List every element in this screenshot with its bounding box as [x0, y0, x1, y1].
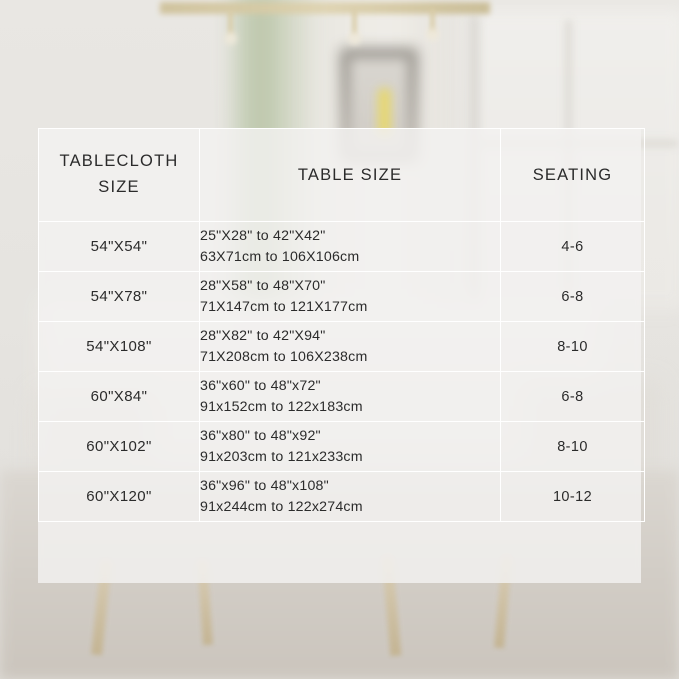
cell-seating: 8-10: [501, 422, 645, 472]
header-tablecloth-size: [39, 129, 200, 222]
cell-seating: 10-12: [501, 472, 645, 522]
table-footer-spacer: [39, 522, 645, 572]
spacer-cell: [39, 522, 200, 572]
table-header: [39, 129, 645, 222]
table-row: [39, 272, 645, 322]
spacer-cell: [501, 522, 645, 572]
cell-table-size-cm: 71X147cm to 121X177cm: [200, 298, 368, 315]
chandelier-bulb: [348, 32, 361, 45]
cell-table-size: [200, 272, 501, 322]
header-seating: SEATING: [501, 129, 645, 222]
cell-tablecloth-size: 54"X54": [39, 222, 200, 272]
cell-table-size: [200, 422, 501, 472]
cell-table-size: [200, 222, 501, 272]
table-row: [39, 222, 645, 272]
chandelier-bulb: [426, 28, 439, 41]
cell-table-size-inches: 28"X82" to 42"X94": [200, 327, 326, 344]
table-body: [39, 222, 645, 572]
cell-seating: 6-8: [501, 272, 645, 322]
cell-table-size-inches: 36"x60" to 48"x72": [200, 377, 321, 394]
table-row: [39, 372, 645, 422]
cell-table-size-inches: 28"X58" to 48"X70": [200, 277, 326, 294]
cell-table-size: [200, 472, 501, 522]
spacer-cell: [200, 522, 501, 572]
table-row: [39, 322, 645, 372]
cell-tablecloth-size: 60"X84": [39, 372, 200, 422]
cell-tablecloth-size: 54"X78": [39, 272, 200, 322]
cell-tablecloth-size: 54"X108": [39, 322, 200, 372]
chandelier-bulb: [224, 32, 237, 45]
cell-table-size-inches: 36"x80" to 48"x92": [200, 427, 321, 444]
cell-tablecloth-size: 60"X120": [39, 472, 200, 522]
header-tablecloth-size-line2: SIZE: [98, 178, 140, 196]
cell-table-size-cm: 63X71cm to 106X106cm: [200, 248, 360, 265]
cell-table-size: [200, 372, 501, 422]
cell-table-size-cm: 91x152cm to 122x183cm: [200, 398, 363, 415]
cell-table-size-inches: 36"x96" to 48"x108": [200, 477, 329, 494]
cell-seating: 6-8: [501, 372, 645, 422]
cell-tablecloth-size: 60"X102": [39, 422, 200, 472]
header-tablecloth-size-line1: TABLECLOTH: [59, 152, 179, 171]
tablecloth-size-chart: [38, 128, 645, 572]
cell-table-size-cm: 91x203cm to 121x233cm: [200, 448, 363, 465]
cell-seating: 8-10: [501, 322, 645, 372]
cell-seating: 4-6: [501, 222, 645, 272]
chandelier: [160, 2, 490, 14]
header-table-size: TABLE SIZE: [200, 129, 501, 222]
cell-table-size: [200, 322, 501, 372]
table-row: [39, 472, 645, 522]
cell-table-size-cm: 91x244cm to 122x274cm: [200, 498, 363, 515]
header-row: [39, 129, 645, 222]
table-row: [39, 422, 645, 472]
cell-table-size-inches: 25"X28" to 42"X42": [200, 227, 326, 244]
cell-table-size-cm: 71X208cm to 106X238cm: [200, 348, 368, 365]
